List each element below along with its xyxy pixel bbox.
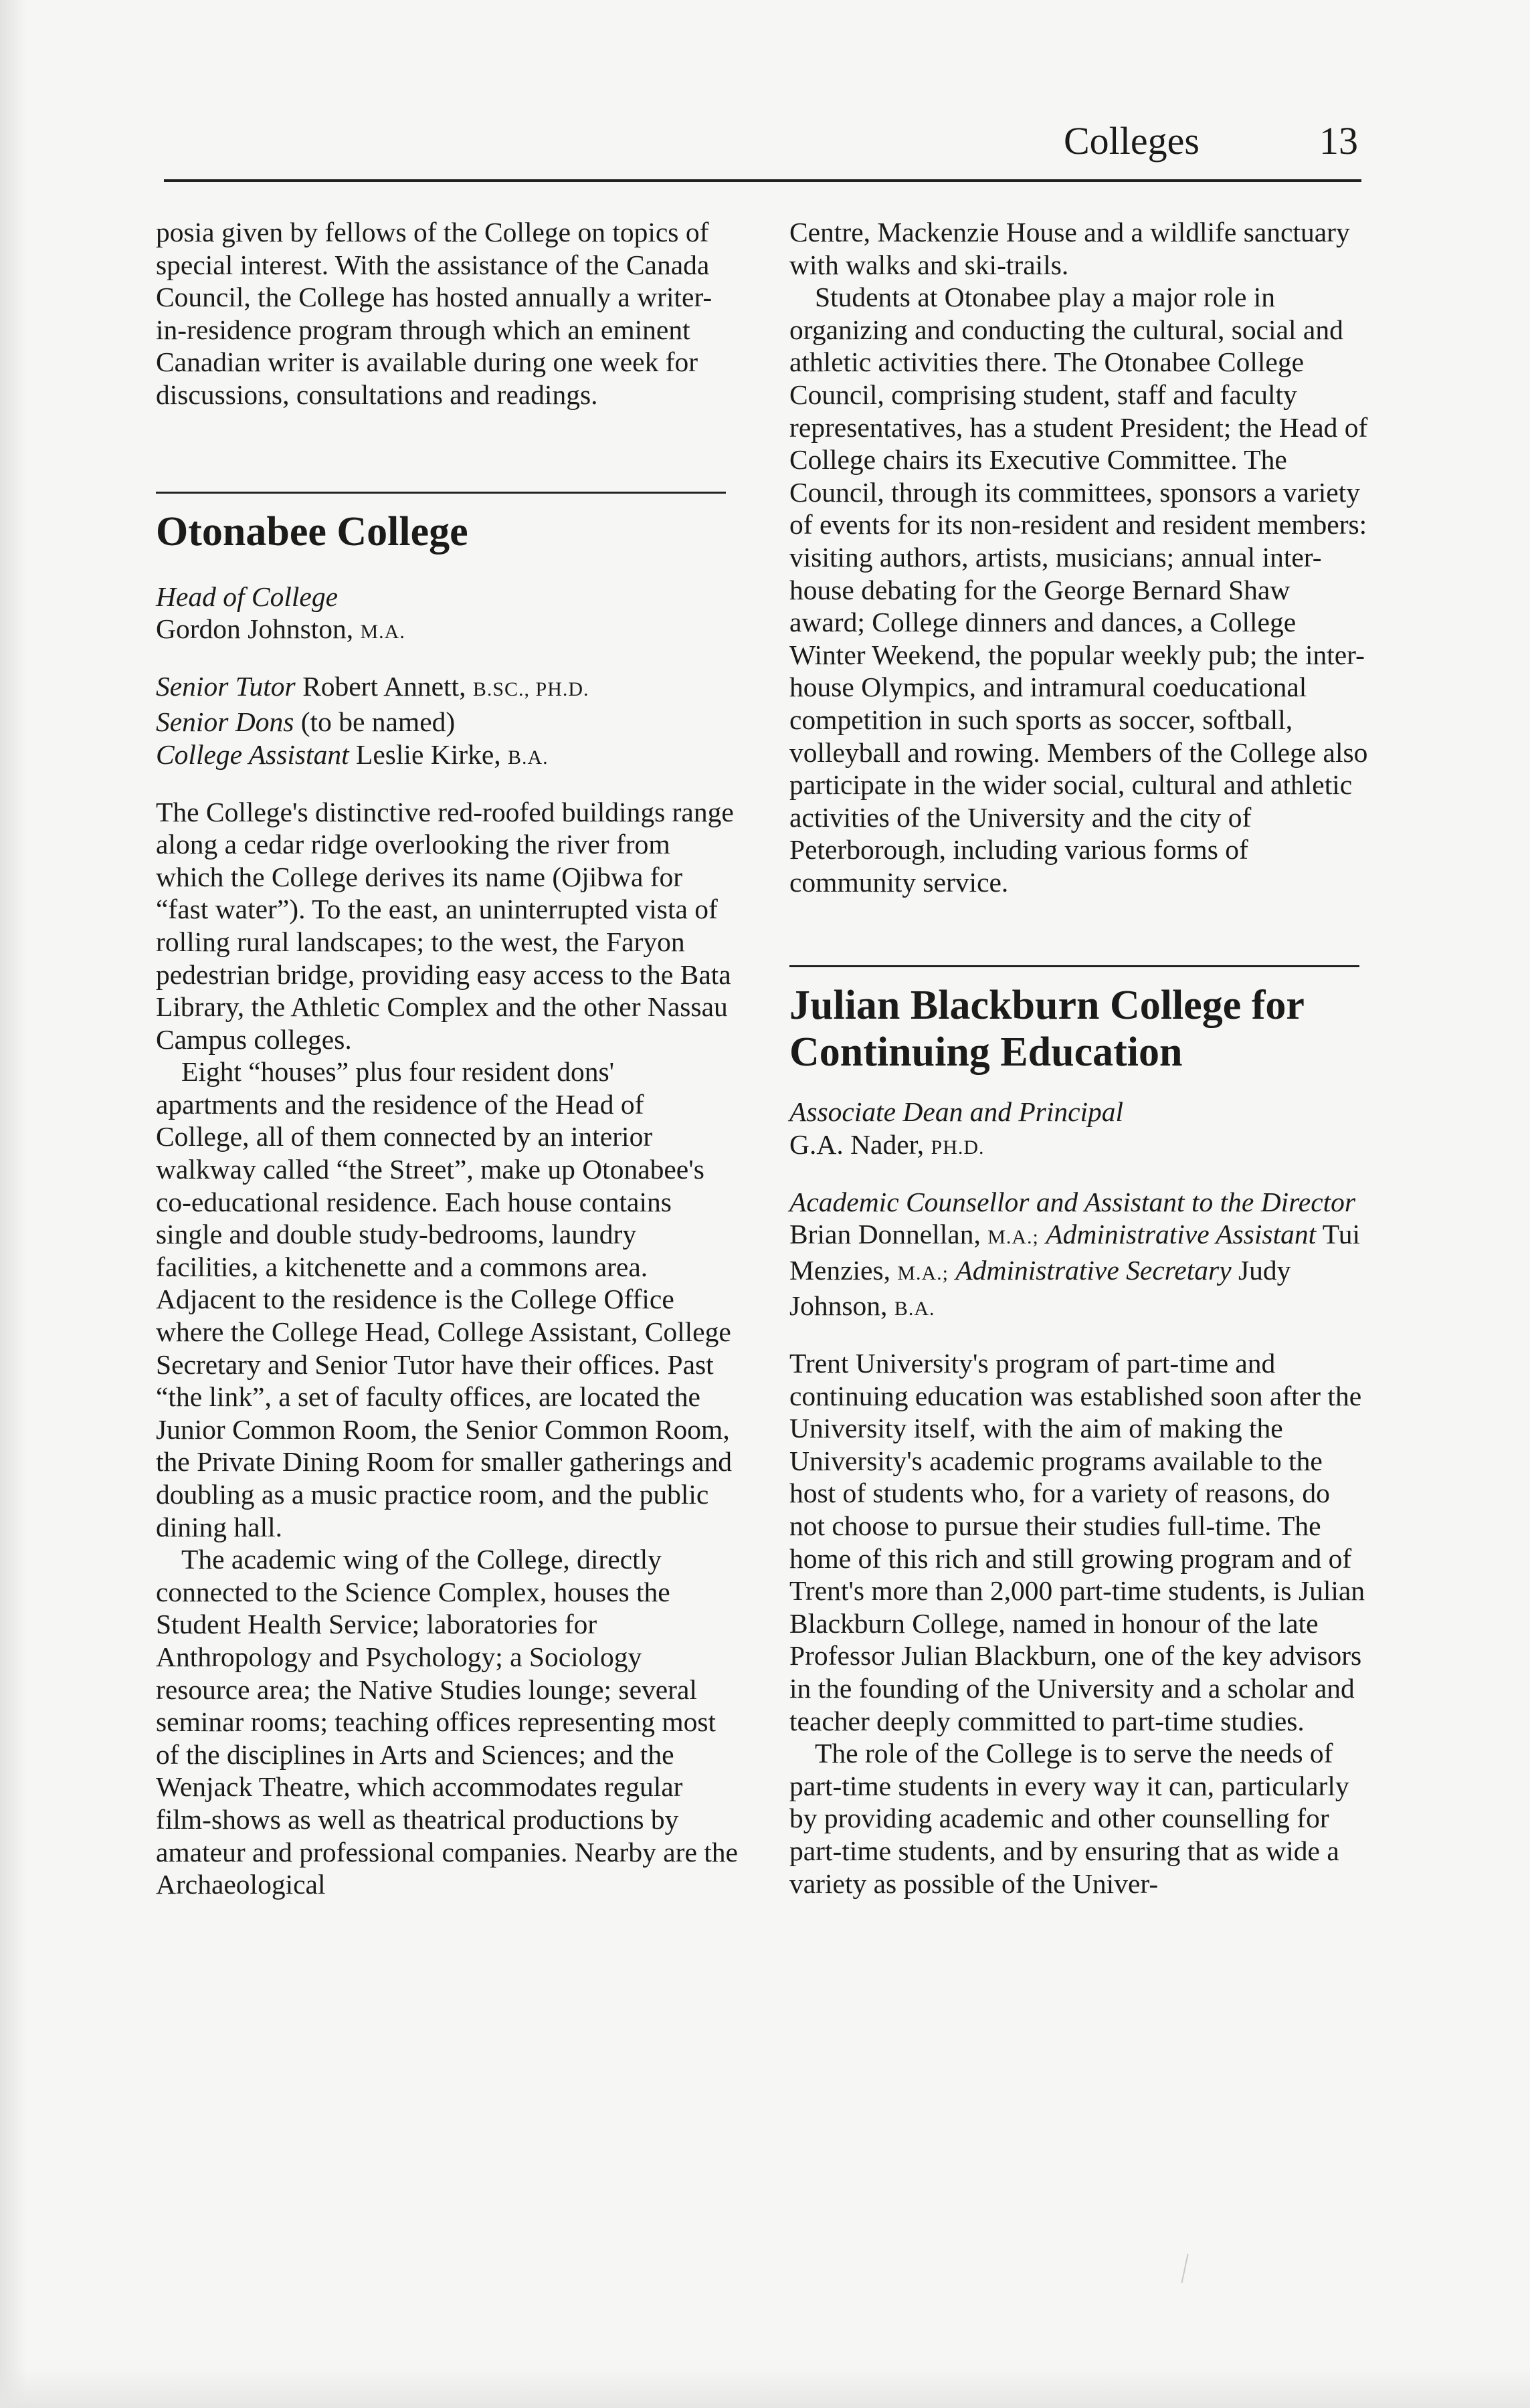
staff-role: Administrative Secretary — [955, 1254, 1232, 1286]
staff-role: Associate Dean and Principal — [789, 1096, 1124, 1128]
staff-role: Academic Counsellor and Assistant to the Director — [789, 1186, 1356, 1217]
staff-role: Administrative Assistant — [1046, 1219, 1317, 1250]
staff-degree: B.SC., PH.D. — [472, 678, 589, 700]
intro-paragraph: posia given by fellows of the College on topics of special interest. With the assistance of the Canada Council, the College has hosted annually a writer-in-residence program through which an eminent Canadian writer is available during one week for discussions, consultations and readings. — [156, 217, 712, 410]
staff-name: Judy Johnson, — [789, 1254, 1291, 1322]
staff-head — [156, 581, 738, 649]
page-number: 13 — [1319, 119, 1358, 163]
otonabee-paragraph-1: The College's distinctive red-roofed buildings range along a cedar ridge overlooking the river from which the College derives its name (Ojibwa for “fast water”). To the east, an uninterrupted vista of rolling rural landscapes; to the west, the Faryon pedestrian bridge, providing easy access to the Bata Library, the Athletic Complex and the other Nassau Campus colleges. — [156, 796, 734, 1055]
staff-tutor — [156, 670, 738, 775]
pencil-mark — [1181, 2254, 1193, 2284]
page-bottom-shadow — [0, 2368, 1530, 2408]
section-heading-julian-blackburn: Julian Blackburn College for Continuing Education — [789, 983, 1304, 1076]
staff-degree: M.A. — [360, 621, 405, 643]
staff-counsellor — [789, 1186, 1371, 1326]
running-head-section: Colleges — [1064, 119, 1200, 163]
staff-name: (to be named) — [300, 706, 456, 738]
staff-degree: M.A.; — [897, 1262, 949, 1284]
julian-paragraph-1: Trent University's program of part-time and continuing education was established soon after the University itself, with the aim of making the University's academic programs available to the host of students who, for a variety of reasons, do not choose to pursue their studies full-time. The home of this rich and still growing program and of Trent's more than 2,000 part-time students, is Julian Blackburn College, named in honour of the late Professor Julian Blackburn, one of the key advisors in the founding of the University and a scholar and teacher deeply committed to part-time studies. — [789, 1348, 1365, 1736]
section-heading-otonabee: Otonabee College — [156, 508, 468, 555]
staff-role: Senior Dons — [156, 706, 294, 738]
staff-role: Head of College — [156, 581, 338, 612]
right-column — [789, 216, 1371, 1900]
staff-degree: PH.D. — [931, 1136, 985, 1159]
staff-list-otonabee — [156, 581, 738, 775]
otonabee-paragraph-3: The academic wing of the College, directly connected to the Science Complex, houses the Student Health Service; laboratories for Anthropology and Psychology; a Sociology resource area; the Native Studies lounge; several seminar rooms; teaching offices representing most of the disciplines in Arts and Sciences; and the Wenjack Theatre, which accommodates regular film-shows as well as theatrical productions by amateur and professional companies. Nearby are the Archaeological — [156, 1544, 738, 1900]
staff-role: College Assistant — [156, 738, 349, 770]
students-paragraph: Students at Otonabee play a major role in organizing and conducting the cultural, social and athletic activities there. The Otonabee College Council, comprising student, staff and faculty representatives, has a student President; the Head of College chairs its Executive Committee. The Council, through its committees, sponsors a variety of events for its non-resident and resident members: visiting authors, artists, musicians; annual inter-house debating for the George Bernard Shaw award; College dinners and dances, a College Winter Weekend, the popular weekly pub; the inter-house Olympics, and intramural coeducational competition in such sports as soccer, softball, volleyball and rowing. Members of the College also participate in the wider social, cultural and athletic activities of the University and the city of Peterborough, including various forms of community service. — [789, 282, 1368, 898]
staff-role: Senior Tutor — [156, 670, 296, 702]
staff-degree: B.A. — [508, 746, 549, 769]
staff-name: Brian Donnellan, — [789, 1219, 981, 1250]
staff-name: Gordon Johnston, — [156, 613, 354, 645]
staff-name: G.A. Nader, — [789, 1129, 925, 1161]
otonabee-paragraph-2: Eight “houses” plus four resident dons' apartments and the residence of the Head of College, all of them connected by an interior walkway called “the Street”, make up Otonabee's co-educational residence. Each house contains single and double study-bedrooms, laundry facilities, a kitchenette and a commons area. Adjacent to the residence is the College Office where the College Head, College Assistant, College Secretary and Senior Tutor have their offices. Past “the link”, a set of faculty offices, are located the Junior Common Room, the Senior Common Room, the Private Dining Room for smaller gatherings and doubling as a music practice room, and the public dining hall. — [156, 1056, 732, 1542]
staff-name: Robert Annett, — [302, 670, 466, 702]
staff-name: Leslie Kirke, — [355, 738, 501, 770]
staff-degree: M.A.; — [987, 1226, 1039, 1249]
julian-paragraph-2: The role of the College is to serve the needs of part-time students in every way it can, particularly by providing academic and other counselling for part-time students, and by ensuring that as wide a variety as possible of the Univer- — [789, 1738, 1349, 1899]
staff-list-julian-blackburn — [789, 1096, 1371, 1326]
staff-name: Tui Menzies, — [789, 1219, 1360, 1286]
staff-dean — [789, 1096, 1371, 1164]
left-column — [156, 216, 738, 1901]
staff-degree: B.A. — [894, 1298, 935, 1320]
page-edge-shadow — [0, 0, 27, 2408]
continuation-paragraph: Centre, Mackenzie House and a wildlife sanctuary with walks and ski-trails. — [789, 217, 1350, 280]
header-rule — [164, 179, 1361, 182]
